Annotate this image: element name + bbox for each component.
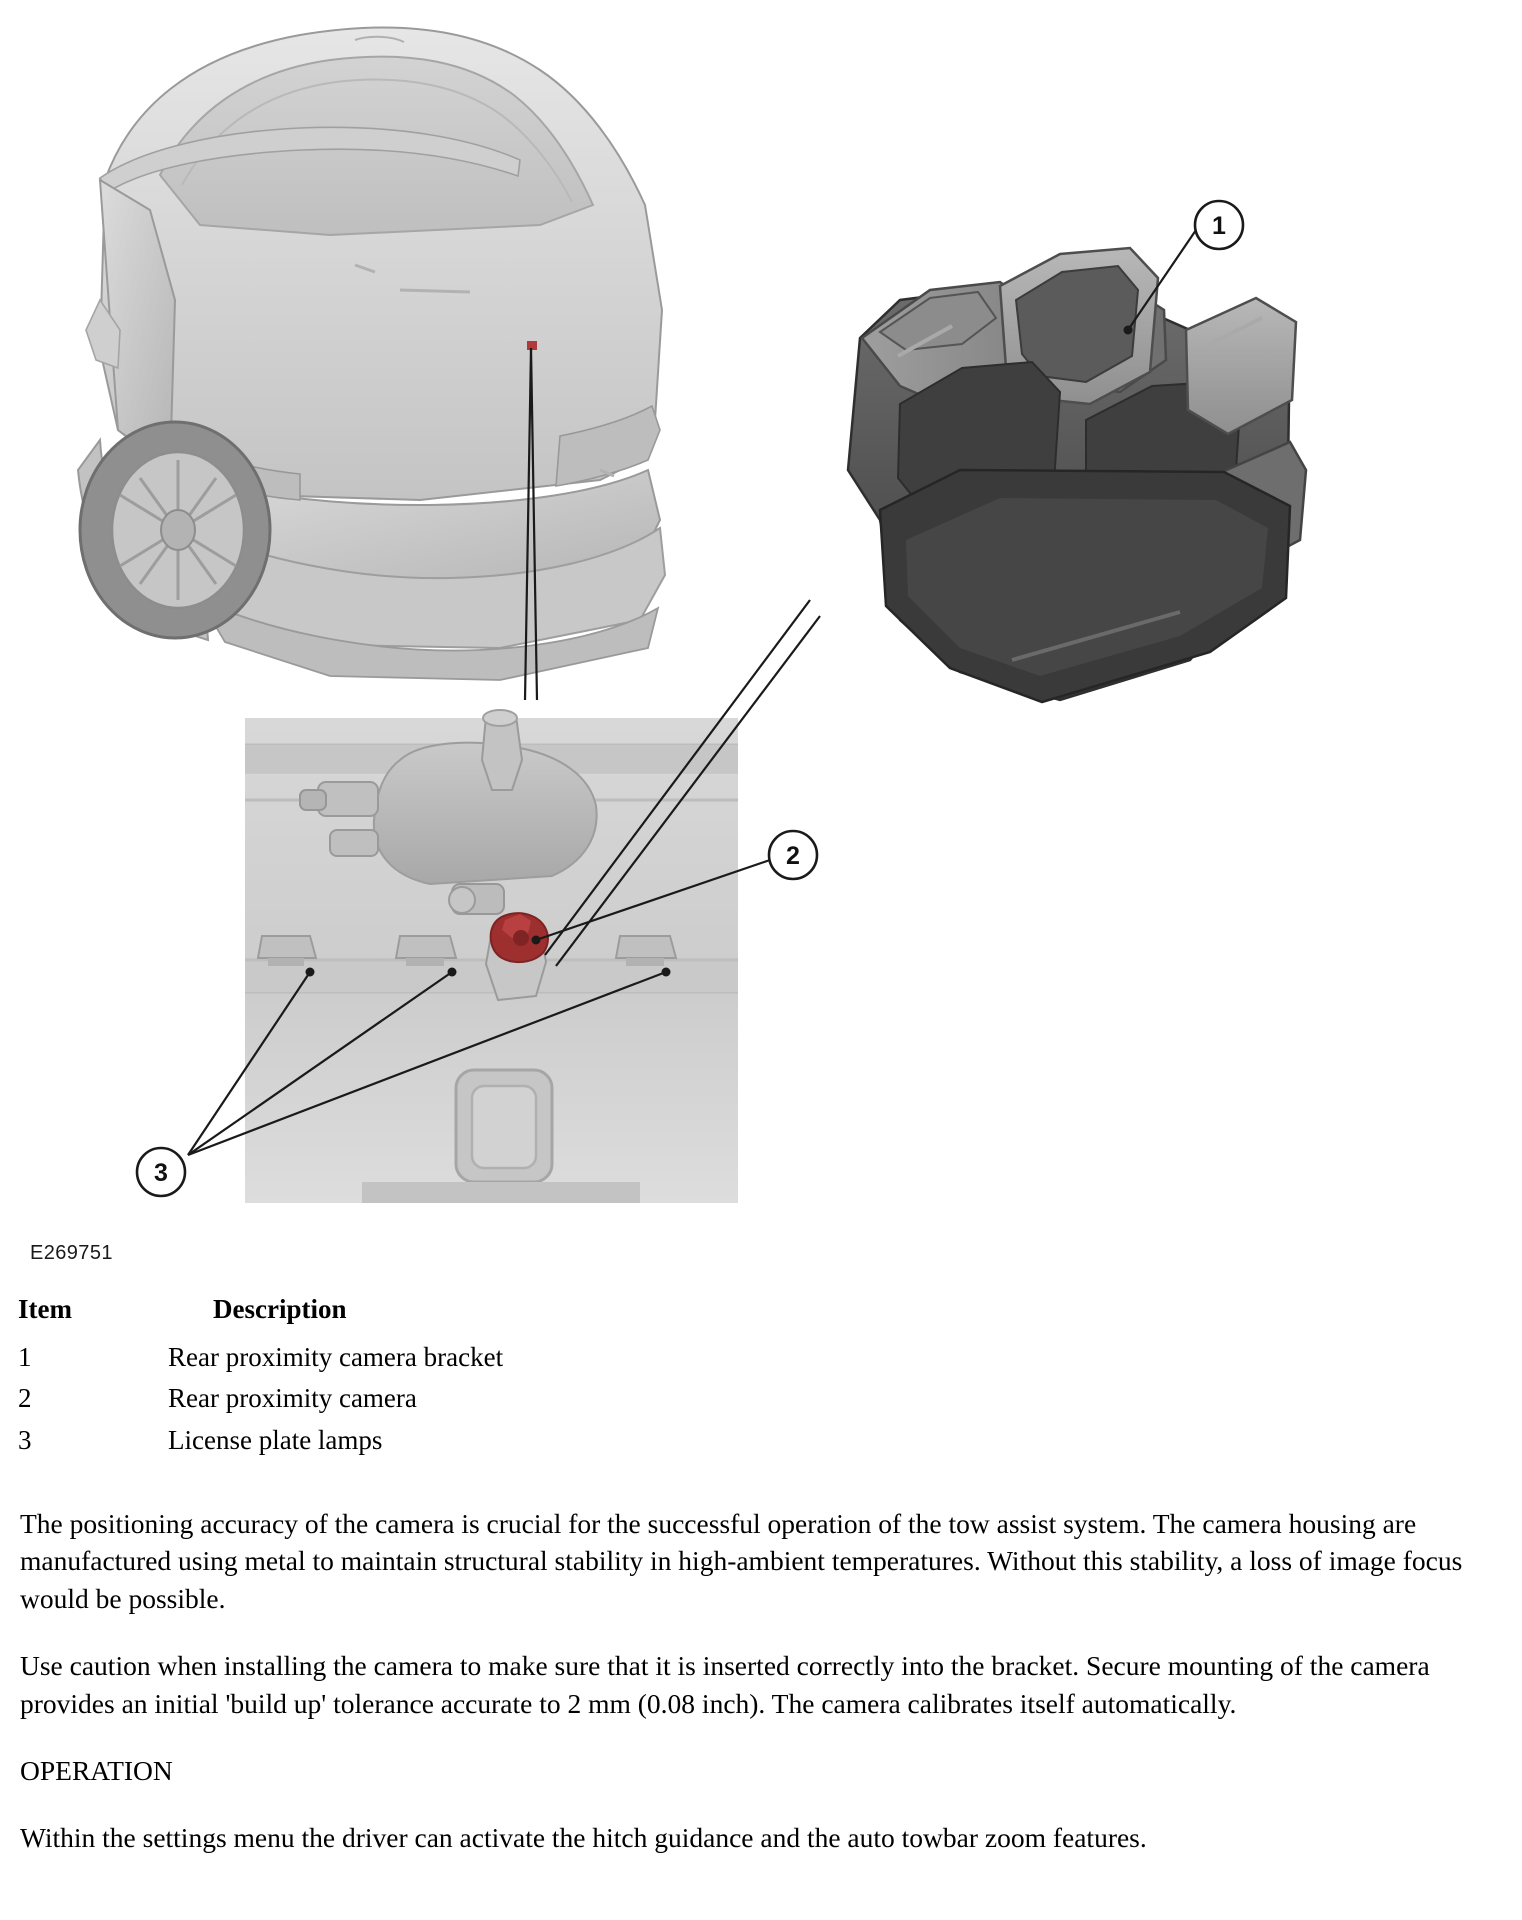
section-heading-operation: OPERATION xyxy=(20,1754,173,1786)
row-item-description: Rear proximity camera bracket xyxy=(168,1341,504,1372)
callout-1-label: 1 xyxy=(1212,212,1226,240)
vehicle-rear-illustration xyxy=(78,28,665,680)
callout-2-label: 2 xyxy=(786,842,800,870)
rear-proximity-camera-bracket-illustration xyxy=(848,248,1306,702)
item-description-table xyxy=(18,1290,918,1463)
row-item-number: 1 xyxy=(18,1341,32,1372)
table-row xyxy=(18,1421,918,1463)
row-item-number: 2 xyxy=(18,1383,32,1414)
table-header-row xyxy=(18,1290,918,1338)
row-item-description: Rear proximity camera xyxy=(168,1383,417,1414)
table-header-description: Description xyxy=(213,1294,347,1324)
paragraph-installation-caution: Use caution when installing the camera to make sure that it is inserted correctly into the bracket. Secure mounting of the camera provides an initial 'build up' tolerance accurate to 2 mm (0.08 inch). The camera calibrates itself automatically. xyxy=(20,1650,1430,1719)
paragraph-positioning-accuracy: The positioning accuracy of the camera is crucial for the successful operation of the tow assist system. The camera housing are manufactured using metal to maintain structural stability in high-ambient temperatures. Without this stability, a loss of image focus would be possible. xyxy=(20,1508,1463,1614)
row-item-description: License plate lamps xyxy=(168,1424,383,1455)
body-text-block xyxy=(20,1505,1502,1887)
table-row xyxy=(18,1338,918,1380)
paragraph-settings-menu: Within the settings menu the driver can activate the hitch guidance and the auto towbar zoom features. xyxy=(20,1822,1147,1854)
table-header-item: Item xyxy=(18,1294,72,1324)
row-item-number: 3 xyxy=(18,1424,32,1455)
callout-3-label: 3 xyxy=(154,1159,168,1187)
table-row xyxy=(18,1379,918,1421)
tailgate-panel-illustration xyxy=(245,710,738,1203)
figure-code: E269751 xyxy=(30,1242,113,1264)
